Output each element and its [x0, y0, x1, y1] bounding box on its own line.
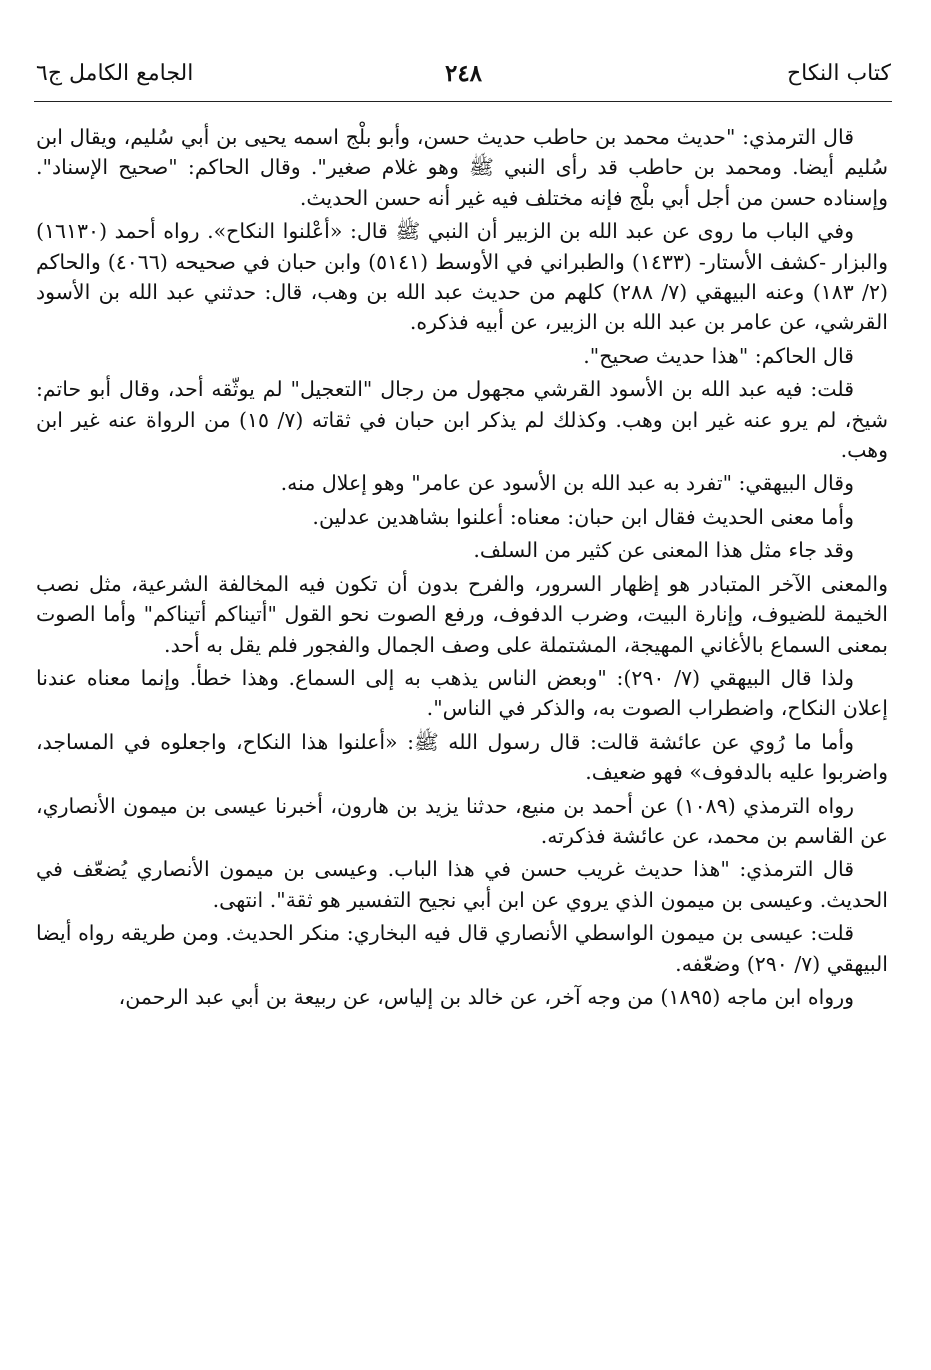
page-number: ٢٤٨	[444, 60, 483, 87]
paragraph: والمعنى الآخر المتبادر هو إظهار السرور، والفرح بدون أن تكون فيه المخالفة الشرعية، مثل نصب الخيمة للضيوف، وإنارة البيت، وضرب الدفوف، ورفع الصوت نحو القول "أتيناكم أتيناكم" وأما الصوت بمعنى السماع بالأغاني المهيجة، المشتملة على وصف الجمال والفجور فلم يقل به أحد.	[36, 571, 888, 657]
paragraph: ولذا قال البيهقي (٧/ ٢٩٠): "وبعض الناس يذهب به إلى السماع. وهذا خطأ. وإنما معناه عندنا إعلان النكاح، واضطراب الصوت به، والذكر في الناس".	[36, 665, 888, 721]
paragraph: وفي الباب ما روى عن عبد الله بن الزبير أن النبي ﷺ قال: «أعْلنوا النكاح». رواه أحمد (١٦١٣٠) والبزار -كشف الأستار- (١٤٣٣) والطبراني في الأوسط (٥١٤١) وابن حبان في صحيحه (٤٠٦٦) والحاكم (٢/ ١٨٣) وعنه البيهقي (٧/ ٢٨٨) كلهم من حديث عبد الله بن وهب، قال: حدثني عبد الله بن الأسود القرشي، عن عامر بن عبد الله بن الزبير، عن أبيه فذكره.	[36, 219, 888, 335]
paragraph: قلت: فيه عبد الله بن الأسود القرشي مجهول من رجال "التعجيل" لم يوثّقه أحد، وقال أبو حاتم: شيخ، لم يرو عنه غير ابن وهب. وكذلك لم يذكر ابن حبان في ثقاته (٧/ ١٥) من الرواة عنه غير ابن وهب.	[36, 377, 888, 463]
paragraph: وقد جاء مثل هذا المعنى عن كثير من السلف.	[473, 538, 854, 563]
paragraph: وقال البيهقي: "تفرد به عبد الله بن الأسود عن عامر" وهو إعلال منه.	[280, 471, 854, 496]
paragraph: وأما معنى الحديث فقال ابن حبان: معناه: أعلنوا بشاهدين عدلين.	[312, 504, 854, 529]
paragraph: قال الحاكم: "هذا حديث صحيح".	[583, 343, 854, 368]
paragraph: ورواه ابن ماجه (١٨٩٥) من وجه آخر، عن خالد بن إلياس، عن ربيعة بن أبي عبد الرحمن،	[118, 984, 854, 1009]
header-divider	[34, 101, 892, 102]
paragraph: قال الترمذي: "هذا حديث غريب حسن في هذا الباب. وعيسى بن ميمون الأنصاري يُضعّف في الحديث. وعيسى بن ميمون الذي يروي عن ابن أبي نجيح التفسير هو ثقة". انتهى.	[36, 857, 888, 912]
body-text	[36, 122, 888, 1014]
paragraph: قال الترمذي: "حديث محمد بن حاطب حديث حسن، وأبو بلْج اسمه يحيى بن أبي سُليم، ويقال ابن سُليم أيضا. ومحمد بن حاطب قد رأى النبي ﷺ وهو غلام صغير". وقال الحاكم: "صحيح الإسناد". وإسناده حسن من أجل أبي بلْج فإنه مختلف فيه غير أنه حسن الحديث.	[36, 125, 888, 210]
paragraph: رواه الترمذي (١٠٨٩) عن أحمد بن منيع، حدثنا يزيد بن هارون، أخبرنا عيسى بن ميمون الأنصاري، عن القاسم بن محمد، عن عائشة فذكرته.	[36, 793, 888, 848]
paragraph: قلت: عيسى بن ميمون الواسطي الأنصاري قال فيه البخاري: منكر الحديث. ومن طريقه رواه أيضا البيهقي (٧/ ٢٩٠) وضعّفه.	[36, 921, 888, 976]
paragraph: وأما ما رُوي عن عائشة قالت: قال رسول الله ﷺ: «أعلنوا هذا النكاح، واجعلوه في المساجد، واضربوا عليه بالدفوف» فهو ضعيف.	[36, 729, 888, 785]
chapter-title: كتاب النكاح	[786, 61, 891, 86]
book-title: الجامع الكامل ج٦	[36, 61, 194, 86]
running-head	[36, 58, 891, 94]
